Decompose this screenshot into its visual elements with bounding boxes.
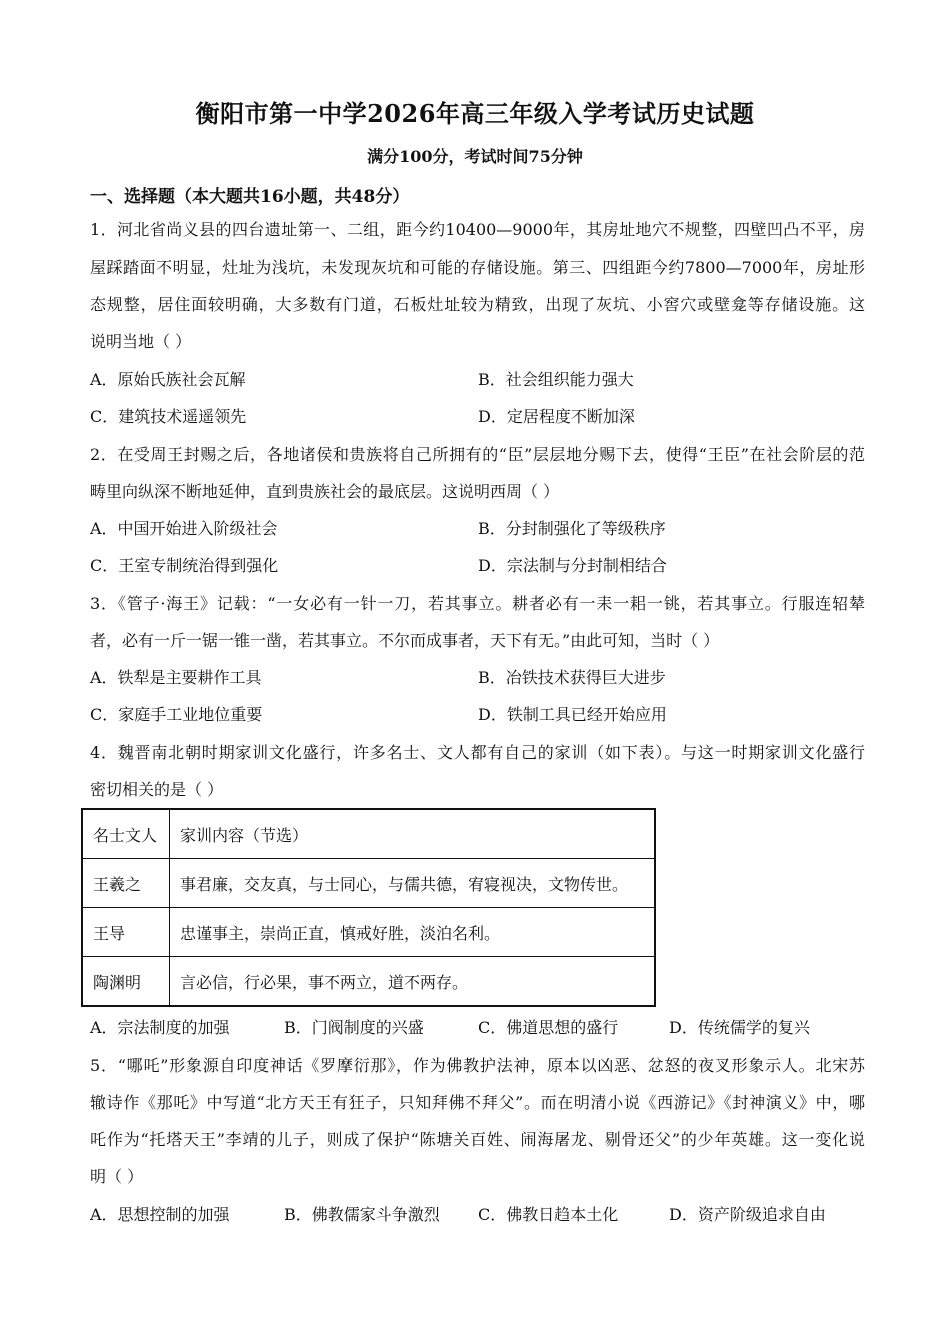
question-text-line: 吒作为“托塔天王”李靖的儿子，则成了保护“陈塘关百姓、闹海屠龙、剔骨还父”的少年英雄。这一变化说 xyxy=(90,1130,865,1149)
question-text-line: 屋踩踏面不明显，灶址为浅坑，未发现灰坑和可能的存储设施。第三、四组距今约7800—7000年，房址形 xyxy=(90,258,865,277)
section-heading: 一、选择题（本大题共16小题，共48分） xyxy=(90,187,410,207)
option-a[interactable]: A．思想控制的加强 xyxy=(90,1205,230,1224)
table-cell: 事君廉，交友真，与士同心，与儒共德，宥寝视决，文物传世。 xyxy=(170,859,656,908)
question-text-line: 1．河北省尚义县的四台遗址第一、二组，距今约10400—9000年，其房址地穴不规整，四壁凹凸不平，房 xyxy=(90,220,865,239)
table-row xyxy=(82,859,655,908)
option-a[interactable]: A．宗法制度的加强 xyxy=(90,1018,230,1037)
table-cell: 言必信，行必果，事不两立，道不两存。 xyxy=(170,957,656,1007)
question-text-line: 者，必有一斤一锯一锥一凿，若其事立。不尔而成事者，天下有无。”由此可知，当时（ ） xyxy=(90,631,720,650)
table-row xyxy=(82,908,655,957)
option-b[interactable]: B．佛教儒家斗争激烈 xyxy=(284,1205,440,1224)
question-text-line: 畴里向纵深不断地延伸，直到贵族社会的最底层。这说明西周（ ） xyxy=(90,482,560,501)
option-b[interactable]: B．冶铁技术获得巨大进步 xyxy=(478,668,666,687)
question-text-line: 态规整，居住面较明确，大多数有门道，石板灶址较为精致，出现了灰坑、小窖穴或壁龛等存储设施。这 xyxy=(90,295,865,314)
table-header-cell: 家训内容（节选） xyxy=(170,809,656,859)
option-a[interactable]: A．原始氏族社会瓦解 xyxy=(90,370,246,389)
question-text-line: 密切相关的是（ ） xyxy=(90,780,224,799)
option-d[interactable]: D．宗法制与分封制相结合 xyxy=(478,556,667,575)
option-d[interactable]: D．定居程度不断加深 xyxy=(478,407,635,426)
question-text-line: 说明当地（ ） xyxy=(90,332,192,351)
option-a[interactable]: A．铁犁是主要耕作工具 xyxy=(90,668,262,687)
table-cell: 王羲之 xyxy=(82,859,170,908)
option-b[interactable]: B．门阀制度的兴盛 xyxy=(284,1018,424,1037)
family-instructions-table xyxy=(81,808,656,1007)
exam-title: 衡阳市第一中学2026年高三年级入学考试历史试题 xyxy=(195,99,755,128)
table-header-cell: 名士文人 xyxy=(82,809,170,859)
option-d[interactable]: D．铁制工具已经开始应用 xyxy=(478,705,667,724)
option-a[interactable]: A．中国开始进入阶级社会 xyxy=(90,519,278,538)
question-text-line: 明（ ） xyxy=(90,1167,144,1186)
table-cell: 王导 xyxy=(82,908,170,957)
option-b[interactable]: B．分封制强化了等级秩序 xyxy=(478,519,666,538)
option-b[interactable]: B．社会组织能力强大 xyxy=(478,370,634,389)
table-cell: 陶渊明 xyxy=(82,957,170,1007)
table-cell: 忠谨事主，崇尚正直，慎戒好胜，淡泊名利。 xyxy=(170,908,656,957)
option-d[interactable]: D．资产阶级追求自由 xyxy=(669,1205,826,1224)
table-header-row xyxy=(82,809,655,859)
question-text-line: 5．“哪吒”形象源自印度神话《罗摩衍那》，作为佛教护法神，原本以凶恶、忿怒的夜叉形象示人。北宋苏 xyxy=(90,1056,865,1075)
exam-subtitle: 满分100分，考试时间75分钟 xyxy=(367,147,583,166)
question-text-line: 2．在受周王封赐之后，各地诸侯和贵族将自己所拥有的“臣”层层地分赐下去，使得“王臣”在社会阶层的范 xyxy=(90,445,865,464)
option-c[interactable]: C．王室专制统治得到强化 xyxy=(90,556,279,575)
option-c[interactable]: C．家庭手工业地位重要 xyxy=(90,705,263,724)
option-c[interactable]: C．建筑技术遥遥领先 xyxy=(90,407,247,426)
question-text-line: 4．魏晋南北朝时期家训文化盛行，许多名士、文人都有自己的家训（如下表）。与这一时期家训文化盛行 xyxy=(90,743,865,762)
question-text-line: 辙诗作《那吒》中写道“北方天王有狂子，只知拜佛不拜父”。而在明清小说《西游记》《封神演义》中，哪 xyxy=(90,1093,865,1112)
table-row xyxy=(82,957,655,1007)
option-c[interactable]: C．佛教日趋本土化 xyxy=(478,1205,619,1224)
option-c[interactable]: C．佛道思想的盛行 xyxy=(478,1018,619,1037)
option-d[interactable]: D．传统儒学的复兴 xyxy=(669,1018,810,1037)
question-text-line: 3．《管子·海王》记载：“一女必有一针一刀，若其事立。耕者必有一耒一耜一铫，若其事立。行服连轺辇 xyxy=(90,594,865,613)
